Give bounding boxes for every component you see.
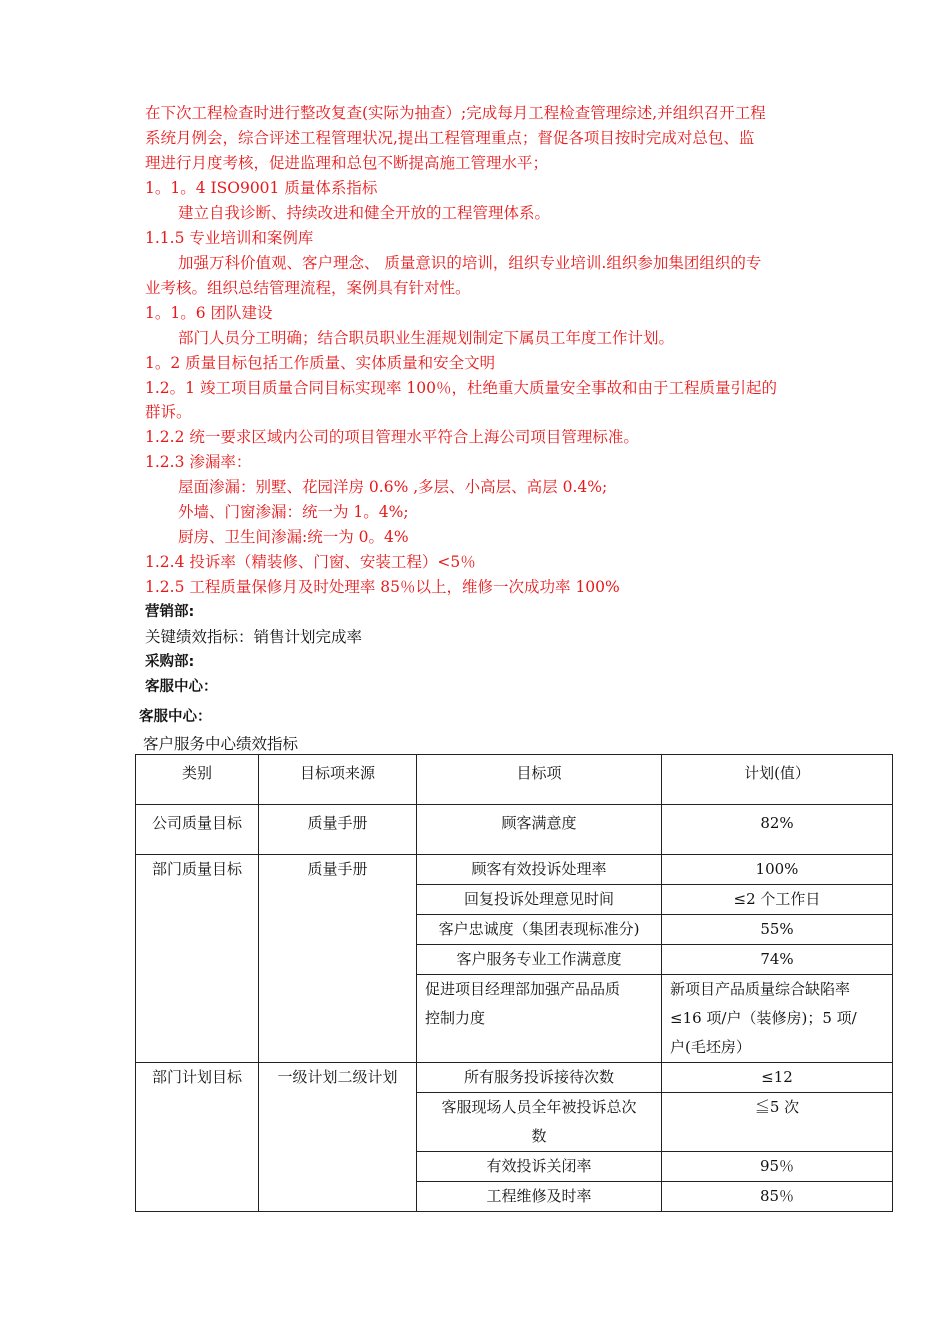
table-cell: 82% xyxy=(662,805,893,855)
table-cell: 工程维修及时率 xyxy=(417,1182,662,1212)
table-cell: 质量手册 xyxy=(259,855,417,1063)
cell-text-line: 数 xyxy=(531,1127,547,1145)
table-row xyxy=(136,1063,893,1093)
paragraph-line: 外墙、门窗渗漏：统一为 1。4%; xyxy=(178,503,409,521)
paragraph-line: 部门人员分工明确；结合职员职业生涯规划制定下属员工年度工作计划。 xyxy=(178,329,675,347)
table-cell: 客户忠诚度（集团表现标准分) xyxy=(417,915,662,945)
table-cell: 一级计划二级计划 xyxy=(259,1063,417,1212)
table-cell: 部门计划目标 xyxy=(136,1063,259,1212)
paragraph-line: 业考核。组织总结管理流程，案例具有针对性。 xyxy=(145,279,471,297)
table-cell xyxy=(417,1093,662,1152)
paragraph-line: 1.2.2 统一要求区域内公司的项目管理水平符合上海公司项目管理标准。 xyxy=(145,428,639,446)
cell-text-line: 促进项目经理部加强产品品质 xyxy=(425,980,621,998)
table-cell: 顾客有效投诉处理率 xyxy=(417,855,662,885)
paragraph-line: 在下次工程检查时进行整改复查(实际为抽查）;完成每月工程检查管理综述,并组织召开工程 xyxy=(145,104,766,122)
table-header-cell: 计划(值） xyxy=(662,755,893,805)
paragraph-line: 群诉。 xyxy=(145,403,192,421)
cell-text-line: 客服现场人员全年被投诉总次 xyxy=(441,1098,637,1116)
table-cell: 公司质量目标 xyxy=(136,805,259,855)
table-cell: 回复投诉处理意见时间 xyxy=(417,885,662,915)
paragraph-line: 1.2.4 投诉率（精装修、门窗、安装工程）<5％ xyxy=(145,553,476,571)
cell-text-line: ≤16 项/户（装修房)；5 项/ xyxy=(670,1009,857,1027)
cell-text-line: 新项目产品质量综合缺陷率 xyxy=(670,980,851,998)
paragraph-line: 1.2.5 工程质量保修月及时处理率 85％以上，维修一次成功率 100% xyxy=(145,578,620,596)
table-row xyxy=(136,855,893,885)
paragraph-line: 加强万科价值观、客户理念、 质量意识的培训，组织专业培训.组织参加集团组织的专 xyxy=(178,254,762,272)
section-heading: 1。1。6 团队建设 xyxy=(145,304,273,322)
section-heading: 1.2.3 渗漏率： xyxy=(145,453,252,471)
table-cell: 客户服务专业工作满意度 xyxy=(417,945,662,975)
paragraph-line: 关键绩效指标：销售计划完成率 xyxy=(145,628,363,646)
cell-text-line: 控制力度 xyxy=(425,1009,486,1027)
kpi-table xyxy=(135,754,893,1212)
paragraph-line: 建立自我诊断、持续改进和健全开放的工程管理体系。 xyxy=(178,204,551,222)
paragraph-line: 系统月例会，综合评述工程管理状况,提出工程管理重点；督促各项目按时完成对总包、监 xyxy=(145,129,755,147)
department-heading: 客服中心： xyxy=(139,709,212,725)
table-cell: ≦5 次 xyxy=(662,1093,893,1152)
table-cell: 100% xyxy=(662,855,893,885)
table-cell xyxy=(662,975,893,1063)
table-cell: 顾客满意度 xyxy=(417,805,662,855)
table-cell: ≤2 个工作日 xyxy=(662,885,893,915)
paragraph-line: 理进行月度考核，促进监理和总包不断提高施工管理水平； xyxy=(145,154,549,172)
table-cell: 95％ xyxy=(662,1152,893,1182)
table-cell xyxy=(417,975,662,1063)
paragraph-line: 1.2。1 竣工项目质量合同目标实现率 100％，杜绝重大质量安全事故和由于工程质量引起的 xyxy=(145,379,777,397)
cell-text-line: 户(毛坯房） xyxy=(670,1038,751,1056)
table-cell: 85％ xyxy=(662,1182,893,1212)
paragraph-line: 厨房、卫生间渗漏:统一为 0。4% xyxy=(178,528,409,546)
section-heading: 1.1.5 专业培训和案例库 xyxy=(145,229,314,247)
table-cell: 74% xyxy=(662,945,893,975)
department-heading: 客服中心： xyxy=(145,679,218,695)
paragraph-line: 屋面渗漏：别墅、花园洋房 0.6% ,多层、小高层、高层 0.4%; xyxy=(178,478,608,496)
section-heading: 1。2 质量目标包括工作质量、实体质量和安全文明 xyxy=(145,354,496,372)
table-header-cell: 类别 xyxy=(136,755,259,805)
department-heading: 采购部: xyxy=(145,654,195,670)
table-row xyxy=(136,805,893,855)
table-caption: 客户服务中心绩效指标 xyxy=(143,735,299,753)
table-cell: ≤12 xyxy=(662,1063,893,1093)
table-cell: 55% xyxy=(662,915,893,945)
table-cell: 有效投诉关闭率 xyxy=(417,1152,662,1182)
section-heading: 1。1。4 ISO9001 质量体系指标 xyxy=(145,179,378,197)
table-header-cell: 目标项来源 xyxy=(259,755,417,805)
table-cell: 所有服务投诉接待次数 xyxy=(417,1063,662,1093)
table-cell: 质量手册 xyxy=(259,805,417,855)
table-header-row xyxy=(136,755,893,805)
table-header-cell: 目标项 xyxy=(417,755,662,805)
table-cell: 部门质量目标 xyxy=(136,855,259,1063)
department-heading: 营销部: xyxy=(145,604,195,620)
